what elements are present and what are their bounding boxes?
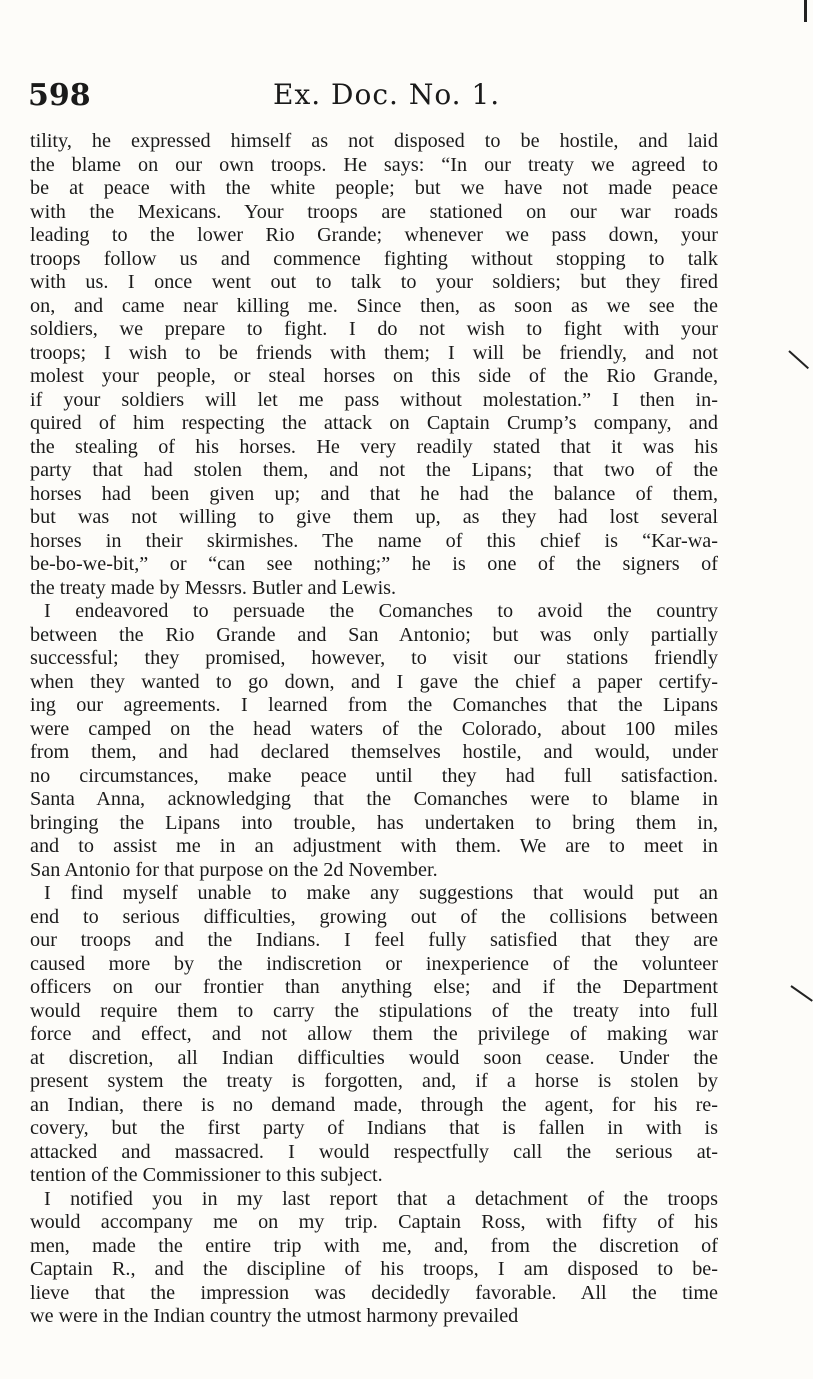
text-line: but was not willing to give them up, as they had lost several — [30, 506, 718, 528]
text-line: attacked and massacred. I would respectfully call the serious at- — [30, 1140, 718, 1163]
text-line: we were in the Indian country the utmost harmony prevailed — [30, 1305, 519, 1327]
text-line: horses had been given up; and that he had the balance of them, — [30, 482, 718, 505]
text-line: end to serious difficulties, growing out of the collisions between — [30, 905, 718, 928]
scan-edge-mark — [804, 0, 807, 22]
text-line: an Indian, there is no demand made, through the agent, for his re- — [30, 1093, 718, 1116]
text-line: would require them to carry the stipulations of the treaty into full — [30, 999, 718, 1022]
text-line: at discretion, all Indian difficulties would soon cease. Under the — [30, 1046, 718, 1069]
text-line: leading to the lower Rio Grande; whenever we pass down, your — [30, 224, 718, 246]
text-line: San Antonio for that purpose on the 2d November. — [30, 858, 438, 881]
text-line: Santa Anna, acknowledging that the Comanches were to blame in — [30, 788, 718, 810]
text-line: present system the treaty is forgotten, and, if a horse is stolen by — [30, 1070, 718, 1092]
text-line: from them, and had declared themselves hostile, and would, under — [30, 741, 718, 763]
text-line: tility, he expressed himself as not disposed to be hostile, and laid — [30, 130, 718, 152]
text-line: I notified you in my last report that a detachment of the troops — [44, 1187, 718, 1210]
text-line: our troops and the Indians. I feel fully satisfied that they are — [30, 929, 718, 951]
text-line: molest your people, or steal horses on this side of the Rio Grande, — [30, 365, 718, 387]
paragraph — [30, 130, 718, 600]
text-line: successful; they promised, however, to visit our stations friendly — [30, 647, 718, 669]
text-line: party that had stolen them, and not the Lipans; that two of the — [30, 459, 718, 481]
text-line: and to assist me in an adjustment with them. We are to meet in — [30, 835, 718, 857]
text-line: if your soldiers will let me pass without molestation.” I then in- — [30, 388, 718, 411]
text-line: force and effect, and not allow them the privilege of making war — [30, 1023, 718, 1045]
text-line: caused more by the indiscretion or inexperience of the volunteer — [30, 952, 718, 975]
page-header — [28, 78, 728, 118]
body-text — [30, 130, 718, 1329]
text-line: on, and came near killing me. Since then, as soon as we see the — [30, 294, 718, 317]
margin-mark — [790, 985, 812, 1002]
text-line: no circumstances, make peace until they had full satisfaction. — [30, 764, 718, 787]
text-line: would accompany me on my trip. Captain Ross, with fifty of his — [30, 1211, 718, 1233]
text-line: covery, but the first party of Indians that is fallen in with is — [30, 1117, 718, 1139]
text-line: Captain R., and the discipline of his troops, I am disposed to be- — [30, 1258, 718, 1280]
text-line: troops; I wish to be friends with them; I will be friendly, and not — [30, 341, 718, 364]
text-line: soldiers, we prepare to fight. I do not wish to fight with your — [30, 318, 718, 340]
text-line: quired of him respecting the attack on Captain Crump’s company, and — [30, 412, 718, 434]
text-line: I endeavored to persuade the Comanches to avoid the country — [44, 600, 718, 622]
page-number: 598 — [28, 78, 91, 113]
text-line: between the Rio Grande and San Antonio; but was only partially — [30, 623, 718, 646]
text-line: ing our agreements. I learned from the Comanches that the Lipans — [30, 694, 718, 716]
text-line: officers on our frontier than anything else; and if the Department — [30, 976, 718, 998]
text-line: the blame on our own troops. He says: “In our treaty we agreed to — [30, 153, 718, 176]
paragraph — [30, 882, 718, 1188]
paragraph — [30, 1188, 718, 1329]
text-line: the treaty made by Messrs. Butler and Lewis. — [30, 576, 397, 599]
text-line: the stealing of his horses. He very readily stated that it was his — [30, 435, 718, 458]
margin-mark — [788, 350, 809, 369]
text-line: troops follow us and commence fighting without stopping to talk — [30, 247, 718, 270]
paragraph — [30, 600, 718, 882]
text-line: when they wanted to go down, and I gave the chief a paper certify- — [30, 670, 718, 693]
text-line: be-bo-we-bit,” or “can see nothing;” he is one of the signers of — [30, 553, 718, 575]
text-line: I find myself unable to make any suggestions that would put an — [44, 882, 718, 904]
text-line: with us. I once went out to talk to your soldiers; but they fired — [30, 271, 718, 293]
text-line: with the Mexicans. Your troops are stationed on our war roads — [30, 200, 718, 223]
text-line: be at peace with the white people; but we have not made peace — [30, 177, 718, 199]
running-title: Ex. Doc. No. 1. — [273, 78, 501, 111]
text-line: horses in their skirmishes. The name of this chief is “Kar-wa- — [30, 529, 718, 552]
text-line: lieve that the impression was decidedly favorable. All the time — [30, 1281, 718, 1304]
text-line: bringing the Lipans into trouble, has undertaken to bring them in, — [30, 811, 718, 834]
text-line: men, made the entire trip with me, and, from the discretion of — [30, 1234, 718, 1257]
text-line: were camped on the head waters of the Colorado, about 100 miles — [30, 717, 718, 740]
text-line: tention of the Commissioner to this subject. — [30, 1164, 383, 1186]
